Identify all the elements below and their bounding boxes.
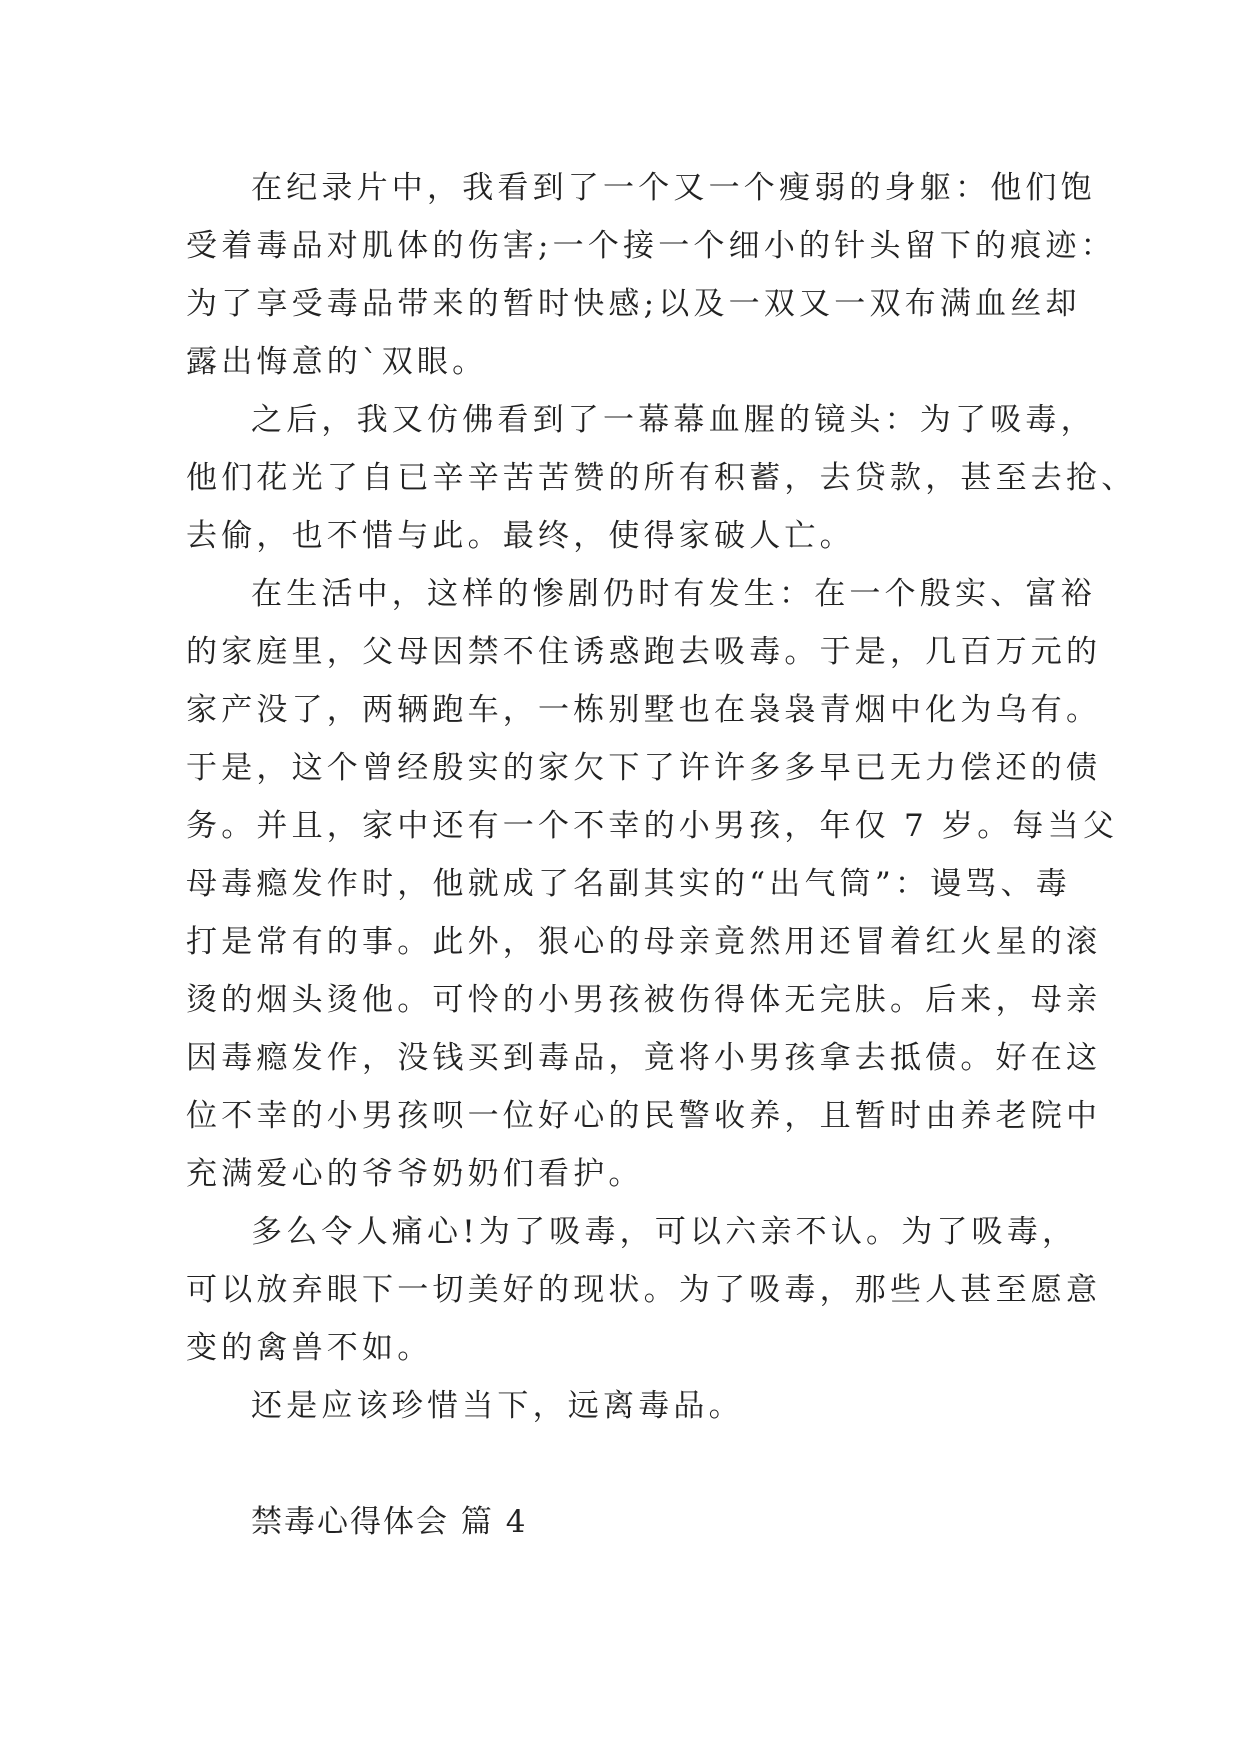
- paragraph-1-line-2: 受着毒品对肌体的伤害;一个接一个细小的针头留下的痕迹：: [186, 228, 1116, 264]
- paragraph-4-line-3: 变的禽兽不如。: [186, 1330, 433, 1366]
- paragraph-3-line-6: 母毒瘾发作时，他就成了名副其实的“出气筒”：谩骂、毒: [186, 866, 1071, 902]
- paragraph-3-line-7: 打是常有的事。此外，狠心的母亲竟然用还冒着红火星的滚: [186, 924, 1102, 960]
- paragraph-5-line-1: 还是应该珍惜当下，远离毒品。: [251, 1388, 744, 1424]
- paragraph-3-line-5: 务。并且，家中还有一个不幸的小男孩，年仅 7 岁。每当父: [186, 808, 1119, 844]
- paragraph-3-line-1: 在生活中，这样的惨剧仍时有发生：在一个殷实、富裕: [251, 576, 1096, 612]
- paragraph-4-line-1: 多么令人痛心!为了吸毒，可以六亲不认。为了吸毒，: [251, 1214, 1078, 1250]
- paragraph-3-line-4: 于是，这个曾经殷实的家欠下了许许多多早已无力偿还的债: [186, 750, 1102, 786]
- paragraph-3-line-3: 家产没了，两辆跑车，一栋别墅也在袅袅青烟中化为乌有。: [186, 692, 1102, 728]
- paragraph-1-line-1: 在纪录片中，我看到了一个又一个瘦弱的身躯：他们饱: [251, 170, 1096, 206]
- paragraph-3-line-11: 充满爱心的爷爷奶奶们看护。: [186, 1156, 644, 1192]
- paragraph-3-line-2: 的家庭里，父母因禁不住诱惑跑去吸毒。于是，几百万元的: [186, 634, 1102, 670]
- paragraph-4-line-2: 可以放弃眼下一切美好的现状。为了吸毒，那些人甚至愿意: [186, 1272, 1102, 1308]
- paragraph-2-line-2: 他们花光了自已辛辛苦苦赞的所有积蓄，去贷款，甚至去抢、: [186, 460, 1137, 496]
- paragraph-1-line-3: 为了享受毒品带来的暂时快感;以及一双又一双布满血丝却: [186, 286, 1081, 322]
- paragraph-3-line-9: 因毒瘾发作，没钱买到毒品，竟将小男孩拿去抵债。好在这: [186, 1040, 1102, 1076]
- paragraph-3-line-8: 烫的烟头烫他。可怜的小男孩被伤得体无完肤。后来，母亲: [186, 982, 1102, 1018]
- section-heading: 禁毒心得体会 篇 4: [251, 1504, 528, 1540]
- paragraph-1-line-4: 露出悔意的`双眼。: [186, 344, 488, 380]
- paragraph-2-line-3: 去偷，也不惜与此。最终，使得家破人亡。: [186, 518, 855, 554]
- paragraph-2-line-1: 之后，我又仿佛看到了一幕幕血腥的镜头：为了吸毒，: [251, 402, 1096, 438]
- paragraph-3-line-10: 位不幸的小男孩呗一位好心的民警收养，且暂时由养老院中: [186, 1098, 1102, 1134]
